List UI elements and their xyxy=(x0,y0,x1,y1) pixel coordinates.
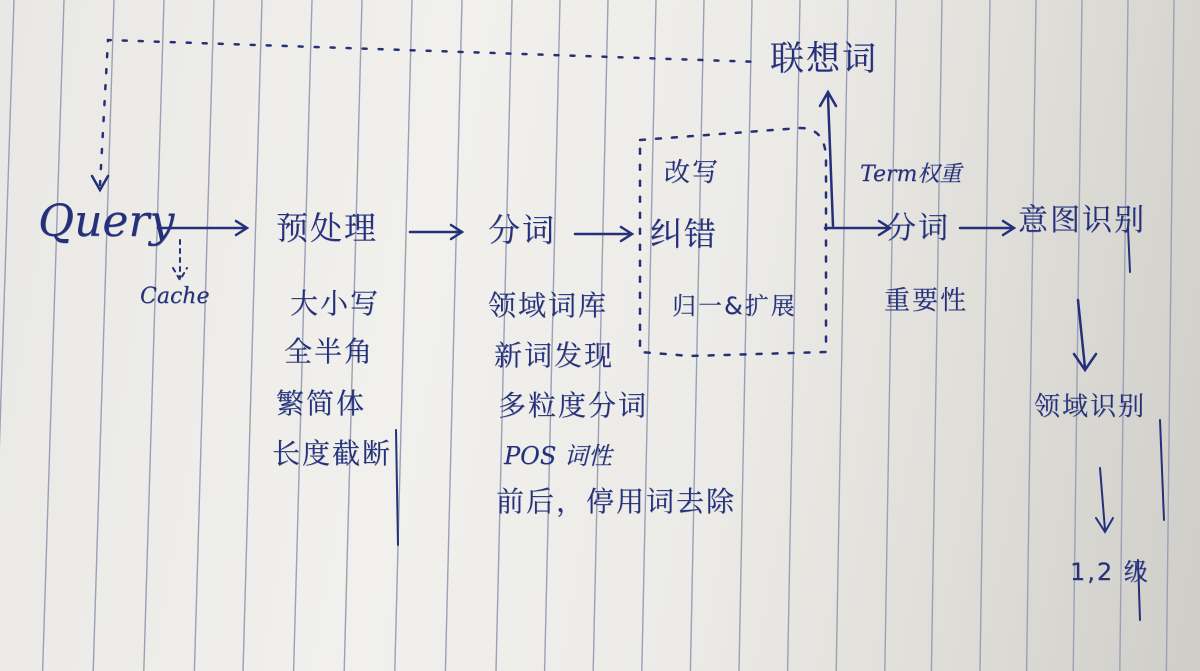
preprocess-item: 大小写 xyxy=(290,287,381,320)
arrow-to-segment2 xyxy=(825,221,890,235)
preprocess-item: 全半角 xyxy=(284,335,375,368)
segmentation-item: 新词发现 xyxy=(494,339,615,372)
segmentation-item: 多粒度分词 xyxy=(498,389,649,422)
preprocess-label: 预处理 xyxy=(276,209,379,247)
arrow-up-to-synonym xyxy=(820,92,836,226)
arrow-down-to-level xyxy=(1096,468,1113,532)
cache-dashed-arrow xyxy=(173,240,187,280)
term-weight-label: Term权重 xyxy=(860,162,962,187)
query-label: Query xyxy=(38,196,175,247)
preprocess-item: 繁简体 xyxy=(276,387,367,420)
preprocess-item: 长度截断 xyxy=(272,437,393,470)
typo-label: 改写 xyxy=(664,158,721,188)
segmentation-item: 前后，停用词去除 xyxy=(496,485,737,518)
synonym-label: 联想词 xyxy=(770,39,878,79)
correction-label: 纠错 xyxy=(650,215,719,253)
arrow-segmentation-to-rewrite xyxy=(575,227,632,241)
arrow-preprocess-to-segmentation xyxy=(410,225,462,239)
segmentation-item: 领域词库 xyxy=(488,289,609,322)
segmentation-item: POS 词性 xyxy=(504,442,612,470)
stroke-domain xyxy=(1160,420,1164,520)
arrow-down-to-domain xyxy=(1074,300,1096,370)
normalize-expand-label: 归一&扩展 xyxy=(672,292,797,320)
arrow-to-intent xyxy=(960,221,1014,235)
intent-label: 意图识别 xyxy=(1018,203,1146,238)
segment2-label: 分词 xyxy=(886,211,950,246)
feedback-dashed-line xyxy=(100,40,760,188)
domain-label: 领域识别 xyxy=(1034,392,1147,422)
level-label: 1,2 级 xyxy=(1070,558,1150,586)
cache-label: Cache xyxy=(140,284,210,309)
stroke-preprocess xyxy=(396,430,398,545)
importance-label: 重要性 xyxy=(884,286,969,316)
segmentation-label: 分词 xyxy=(488,211,557,249)
